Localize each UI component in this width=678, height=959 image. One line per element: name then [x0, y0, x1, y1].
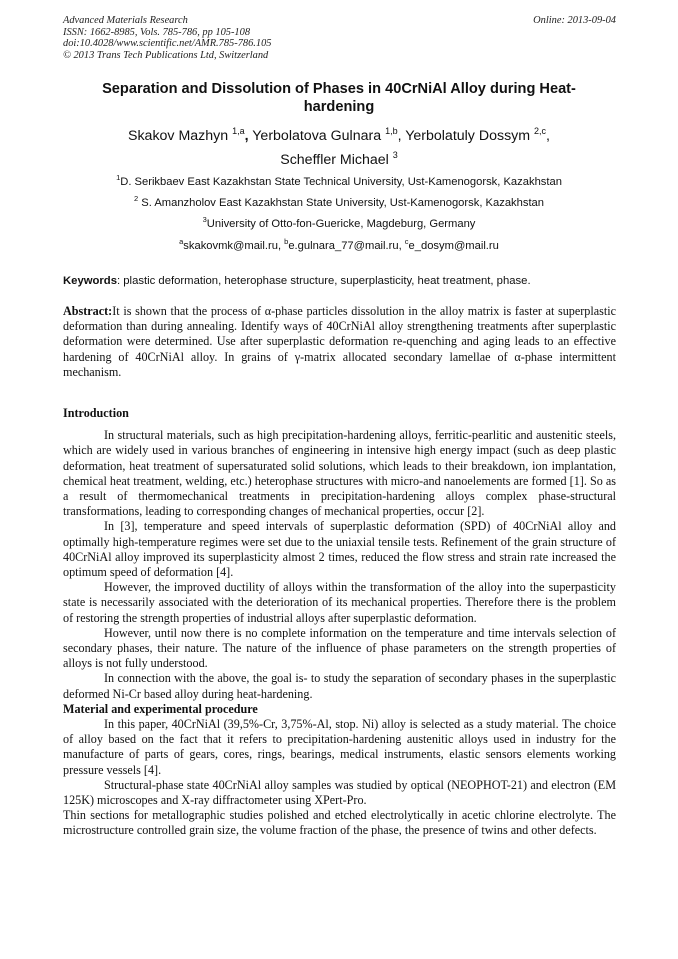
- email-sup: a: [179, 237, 184, 246]
- online-date: Online: 2013-09-04: [533, 15, 616, 26]
- author-sup: 1,b: [385, 126, 398, 136]
- abstract-label: Abstract:: [63, 304, 113, 318]
- affiliation-3: [40, 217, 638, 231]
- paragraph: Structural-phase state 40CrNiAl alloy samples was studied by optical (NEOPHOT-21) and electron (EM 125K) microscopes and X-ray diffractometer using XPert-Pro.: [63, 777, 616, 808]
- abstract: [63, 304, 616, 380]
- affiliation-1: [40, 175, 638, 189]
- paragraph: In structural materials, such as high precipitation-hardening alloys, ferritic-pearlitic and austenitic steels, which are widely used in various branches of engineering in intensive high energy impact (such as deep plastic deformation, heat treatment of supersaturated solid solutions, which leads to their breakdown, ion implantation, chemical heat treatment, welding, etc.) heterophase structures with micro-and nanoelements are formed [1]. So as a result of thermomechanical treatments in precipitation-hardening alloys complex phase-structural transformations, leading to corresponding changes of mechanical properties, occur [2].: [63, 428, 616, 519]
- paragraph: In this paper, 40CrNiAl (39,5%-Cr, 3,75%-Al, stop. Ni) alloy is selected as a study material. The choice of alloy based on the fact that it refers to precipitation-hardening austenitic alloys used in industry for the manufacture of parts of gears, cores, rings, bearings, medical instruments, elastic sensors elements working pressure vessels [4].: [63, 717, 616, 777]
- paragraph: In [3], temperature and speed intervals of superplastic deformation (SPD) of 40CrNiAl alloy and optimally high-temperature regimes were set due to the uniaxial tensile tests. Refinement of the grain structure of 40CrNiAl alloy improved its superplasticity almost 2 times, reduced the flow stress and strain rate increased the optimum speed of deformation [4].: [63, 519, 616, 580]
- affiliation-2: [40, 196, 638, 210]
- issn-line: ISSN: 1662-8985, Vols. 785-786, pp 105-108: [63, 26, 251, 38]
- author-separator: ,: [397, 128, 402, 144]
- author-name: Scheffler Michael: [280, 152, 389, 168]
- doi-line: doi:10.4028/www.scientific.net/AMR.785-786.105: [63, 38, 272, 50]
- email-b: e.gulnara_77@mail.ru,: [288, 240, 405, 252]
- keywords-label: Keywords: [63, 275, 117, 287]
- paragraph: However, until now there is no complete information on the temperature and time intervals selection of secondary phases, their nature. The nature of the influence of phase parameters on the strength properties of alloys is not fully understood.: [63, 625, 616, 671]
- keywords-text: : plastic deformation, heterophase structure, superplasticity, heat treatment, phase.: [117, 275, 531, 287]
- journal-name: Advanced Materials Research: [63, 15, 188, 26]
- affiliation-sup: 3: [202, 215, 207, 224]
- affiliation-sup: 1: [116, 173, 121, 182]
- email-a: skakovmk@mail.ru,: [183, 240, 285, 252]
- affiliation-text: S. Amanzholov East Kazakhstan State University, Ust-Kamenogorsk, Kazakhstan: [138, 197, 544, 209]
- author-name: Yerbolatova Gulnara: [252, 128, 382, 144]
- author-list: [60, 124, 618, 172]
- email-sup: c: [404, 237, 409, 246]
- section-heading: Material and experimental procedure: [63, 701, 258, 716]
- keywords: [63, 274, 616, 288]
- abstract-text: It is shown that the process of α-phase particles dissolution in the alloy matrix is faster at superplastic deformation than during annealing. Identify ways of 40CrNiAl alloy strengthening treatments after superplastic deformation were determined. Use after superplastic deformation re-quenching and aging leads to an effective hardening of 40CrNiAl alloy. In grains of γ-matrix allocated secondary lamellae of α-phase intermittent mechanism.: [63, 304, 616, 379]
- author-sup: 2,c: [534, 126, 547, 136]
- section-heading: Introduction: [63, 406, 129, 420]
- paragraph: Thin sections for metallographic studies polished and etched electrolytically in acetic chlorine electrolyte. The microstructure controlled grain size, the volume fraction of the phase, the presence of twins and other defects.: [63, 808, 616, 838]
- paper-title: Separation and Dissolution of Phases in 40CrNiAl Alloy during Heat-hardening: [102, 81, 576, 115]
- copyright-line: © 2013 Trans Tech Publications Ltd, Switzerland: [63, 49, 269, 61]
- affiliation-text: University of Otto-fon-Guericke, Magdeburg, Germany: [206, 218, 476, 230]
- paragraph: In connection with the above, the goal is- to study the separation of secondary phases in the superplastic deformed Ni-Cr based alloy during heat-hardening.: [63, 671, 616, 701]
- email-c: e_dosym@mail.ru: [408, 240, 499, 252]
- author-sup: 3: [392, 150, 398, 160]
- author-name: Yerbolatuly Dossym: [405, 128, 531, 144]
- introduction-section: [63, 406, 616, 839]
- author-separator: ,: [244, 128, 249, 144]
- author-separator: ,: [546, 128, 550, 144]
- author-name: Skakov Mazhyn: [128, 128, 229, 144]
- paragraph: However, the improved ductility of alloys within the transformation of the alloy into the superpasticity state is necessarily associated with the deterioration of its mechanical properties. Therefore there is the problem of restoring the strength properties of industrial alloys after superplastic deformation.: [63, 580, 616, 625]
- email-line: [40, 239, 638, 253]
- author-sup: 1,a: [232, 126, 245, 136]
- affiliation-text: D. Serikbaev East Kazakhstan State Technical University, Ust-Kamenogorsk, Kazakhstan: [120, 176, 562, 188]
- journal-header: [63, 15, 616, 61]
- email-sup: b: [284, 237, 289, 246]
- affiliation-sup: 2: [133, 194, 139, 203]
